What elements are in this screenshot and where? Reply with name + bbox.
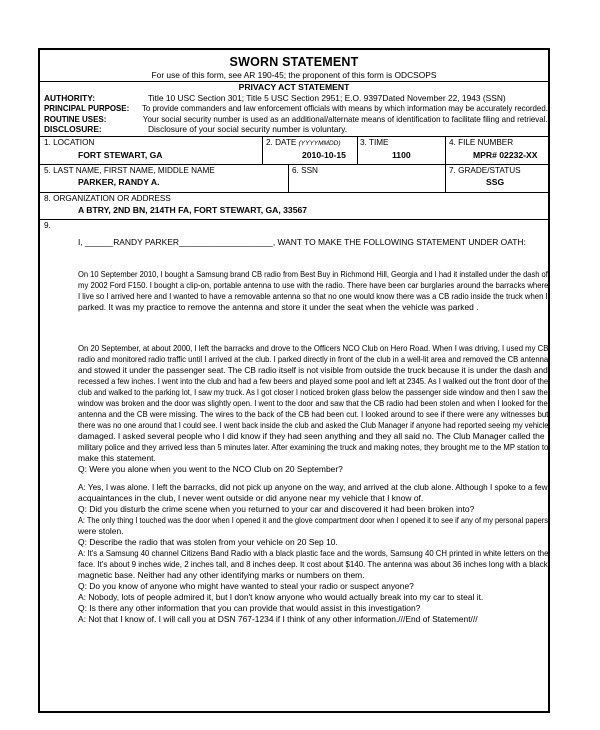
date-label <box>266 138 341 147</box>
name-label: 5. LAST NAME, FIRST NAME, MIDDLE NAME <box>44 166 215 175</box>
divider <box>40 164 548 165</box>
date-format: (YYYYMMDD) <box>298 140 341 147</box>
divider <box>288 164 289 192</box>
divider <box>357 136 358 164</box>
statement-line: damaged. I asked several people who I did know if they had seen anything and they all said no. The Club Manager called the <box>78 431 545 441</box>
statement-line: magnetic base. Neither had any other identifying marks or numbers on them. <box>78 570 365 580</box>
statement-line: Q: Do you know of anyone who might have wanted to steal your radio or suspect anyone? <box>78 581 414 591</box>
privacy-text: To provide commanders and law enforcement officials with means by which information may be accurately recorded. <box>141 103 548 113</box>
statement-line: recessed a few inches. I went into the club and had a few beers and played some pool and left at 2345. As I walked out the front door of the <box>78 376 549 386</box>
statement-line: A: Not that I know of. I will call you at DSN 767-1234 if I think of any other information.///End of Statement/// <box>78 614 478 624</box>
date-value[interactable]: 2010-10-15 <box>302 150 346 160</box>
privacy-row-routine-uses <box>44 114 548 124</box>
statement-line: On 20 September, at about 2000, I left the barracks and drove to the Officers NCO Club on Hero Road. When I was driving, I used my CB <box>78 343 549 353</box>
privacy-label: AUTHORITY: <box>44 93 96 103</box>
statement-line: A: Yes, I was alone. I left the barracks, did not pick up anyone on the way, and arrived at the club alone. Although I spoke to a few <box>78 482 548 492</box>
statement-line: were stolen. <box>78 526 124 536</box>
privacy-row-disclosure <box>44 124 347 134</box>
date-label-text: 2. DATE <box>266 138 297 147</box>
grade-label: 7. GRADE/STATUS <box>449 166 521 175</box>
statement-line: On 10 September 2010, I bought a Samsung brand CB radio from Best Buy in Richmond Hill, Georgia and I had it installed under the dash of <box>78 269 548 279</box>
ssn-label: 6. SSN <box>292 166 318 175</box>
statement-line: Q: Is there any other information that you can provide that would assist in this investigation? <box>78 603 421 613</box>
divider <box>40 136 548 137</box>
privacy-label: ROUTINE USES: <box>44 114 107 124</box>
statement-line: parked. It was my practice to remove the antenna and store it under the seat when the vehicle was parked . <box>78 302 479 312</box>
name-value[interactable]: PARKER, RANDY A. <box>78 177 160 187</box>
organization-value[interactable]: A BTRY, 2ND BN, 214TH FA, FORT STEWART, GA, 33567 <box>78 205 308 215</box>
statement-line: military police and they arrived less than 5 minutes later. After examining the truck and making notes, they brought me to the MP station to <box>78 442 549 452</box>
divider <box>262 136 263 164</box>
location-label: 1. LOCATION <box>44 138 95 147</box>
statement-line: A: Nobody, lots of people admired it, but I don't know anyone who would actually break into my car to steal it. <box>78 592 484 602</box>
privacy-label: PRINCIPAL PURPOSE: <box>44 103 130 113</box>
statement-line: I live so I arrived here and I wanted to have a removable antenna so that no one would know there was a CB radio inside the truck when I <box>78 291 548 301</box>
statement-line: acquaintances in the club, I never went outside or did anyone near my vehicle that I know of. <box>78 493 424 503</box>
item-9-label: 9. <box>44 221 51 230</box>
statement-line: make this statement. <box>78 453 156 463</box>
statement-line: antenna and the CB were missing. The wires to the back of the CB had been cut. I looked around to see if there were any witnesses but <box>78 409 549 419</box>
time-label: 3. TIME <box>360 138 389 147</box>
privacy-label: DISCLOSURE: <box>44 124 102 134</box>
statement-line: A: The only thing I touched was the door when I opened it and the glove compartment door when I opened it to see if any of my personal papers <box>78 515 548 525</box>
privacy-act-title: PRIVACY ACT STATEMENT <box>238 82 350 92</box>
statement-line: face. It's about 9 inches wide, 2 inches tall, and 8 inches deep. It cost about $140. The antenna was about 36 inches long with a black <box>78 559 548 569</box>
divider <box>40 192 548 193</box>
form-title: SWORN STATEMENT <box>229 55 359 69</box>
grade-value[interactable]: SSG <box>486 177 505 187</box>
form-subtitle: For use of this form, see AR 190-45; the proponent of this form is ODCSOPS <box>151 70 437 80</box>
privacy-row-purpose <box>44 103 548 113</box>
privacy-text: Disclosure of your social security number is voluntary. <box>148 124 348 134</box>
privacy-text: Your social security number is used as an additional/alternate means of identification to facilitate filing and retrieval. <box>142 114 548 124</box>
organization-label: 8. ORGANIZATION OR ADDRESS <box>44 194 171 203</box>
sworn-statement-form <box>38 48 550 713</box>
privacy-row-authority <box>44 93 506 103</box>
statement-line: and stowed it under the passenger seat. The CB radio itself is not visible from outside the truck because it is under the dash and <box>78 365 548 375</box>
statement-line: I, ______RANDY PARKER____________________, WANT TO MAKE THE FOLLOWING STATEMENT UNDER OATH: <box>78 237 526 247</box>
location-value[interactable]: FORT STEWART, GA <box>78 150 163 160</box>
statement-line: there was no one around that I could see. I went back inside the club and asked the Club Manager if anyone had reported seeing my vehicle <box>78 420 549 430</box>
statement-line: window was broken and the door was slightly open. I went to the door and saw that the CB radio had been stolen and when I looked for the <box>78 398 548 408</box>
file-number-label: 4. FILE NUMBER <box>449 138 514 147</box>
statement-line: my 2002 Ford F150. I bought a clip-on, portable antenna to use with the radio. There have been car burglaries around the barracks where <box>78 280 549 290</box>
time-value[interactable]: 1100 <box>392 150 411 160</box>
privacy-text: Title 10 USC Section 301; Title 5 USC Section 2951; E.O. 9397Dated November 22, 1943 (SSN) <box>148 93 506 103</box>
statement-line: club and walked to the parking lot, I saw my truck. As I got closer I noticed broken glass below the passenger side window and then I saw the <box>78 387 548 397</box>
divider <box>40 219 548 220</box>
statement-line: Q: Were you alone when you went to the NCO Club on 20 September? <box>78 464 343 474</box>
statement-line: Q: Did you disturb the crime scene when you returned to your car and discovered it had been broken into? <box>78 504 475 514</box>
statement-line: A: It's a Samsung 40 channel Citizens Band Radio with a black plastic face and the words, Samsung 40 CH printed in white letters on the <box>78 548 549 558</box>
statement-line: Q: Describe the radio that was stolen from your vehicle on 20 Sep 10. <box>78 537 338 547</box>
file-number-value[interactable]: MPR# 02232-XX <box>473 150 538 160</box>
statement-line: radio and monitored radio traffic until I arrived at the club. I parked directly in front of the club in a well-lit area and removed the CB antenna <box>78 354 549 364</box>
